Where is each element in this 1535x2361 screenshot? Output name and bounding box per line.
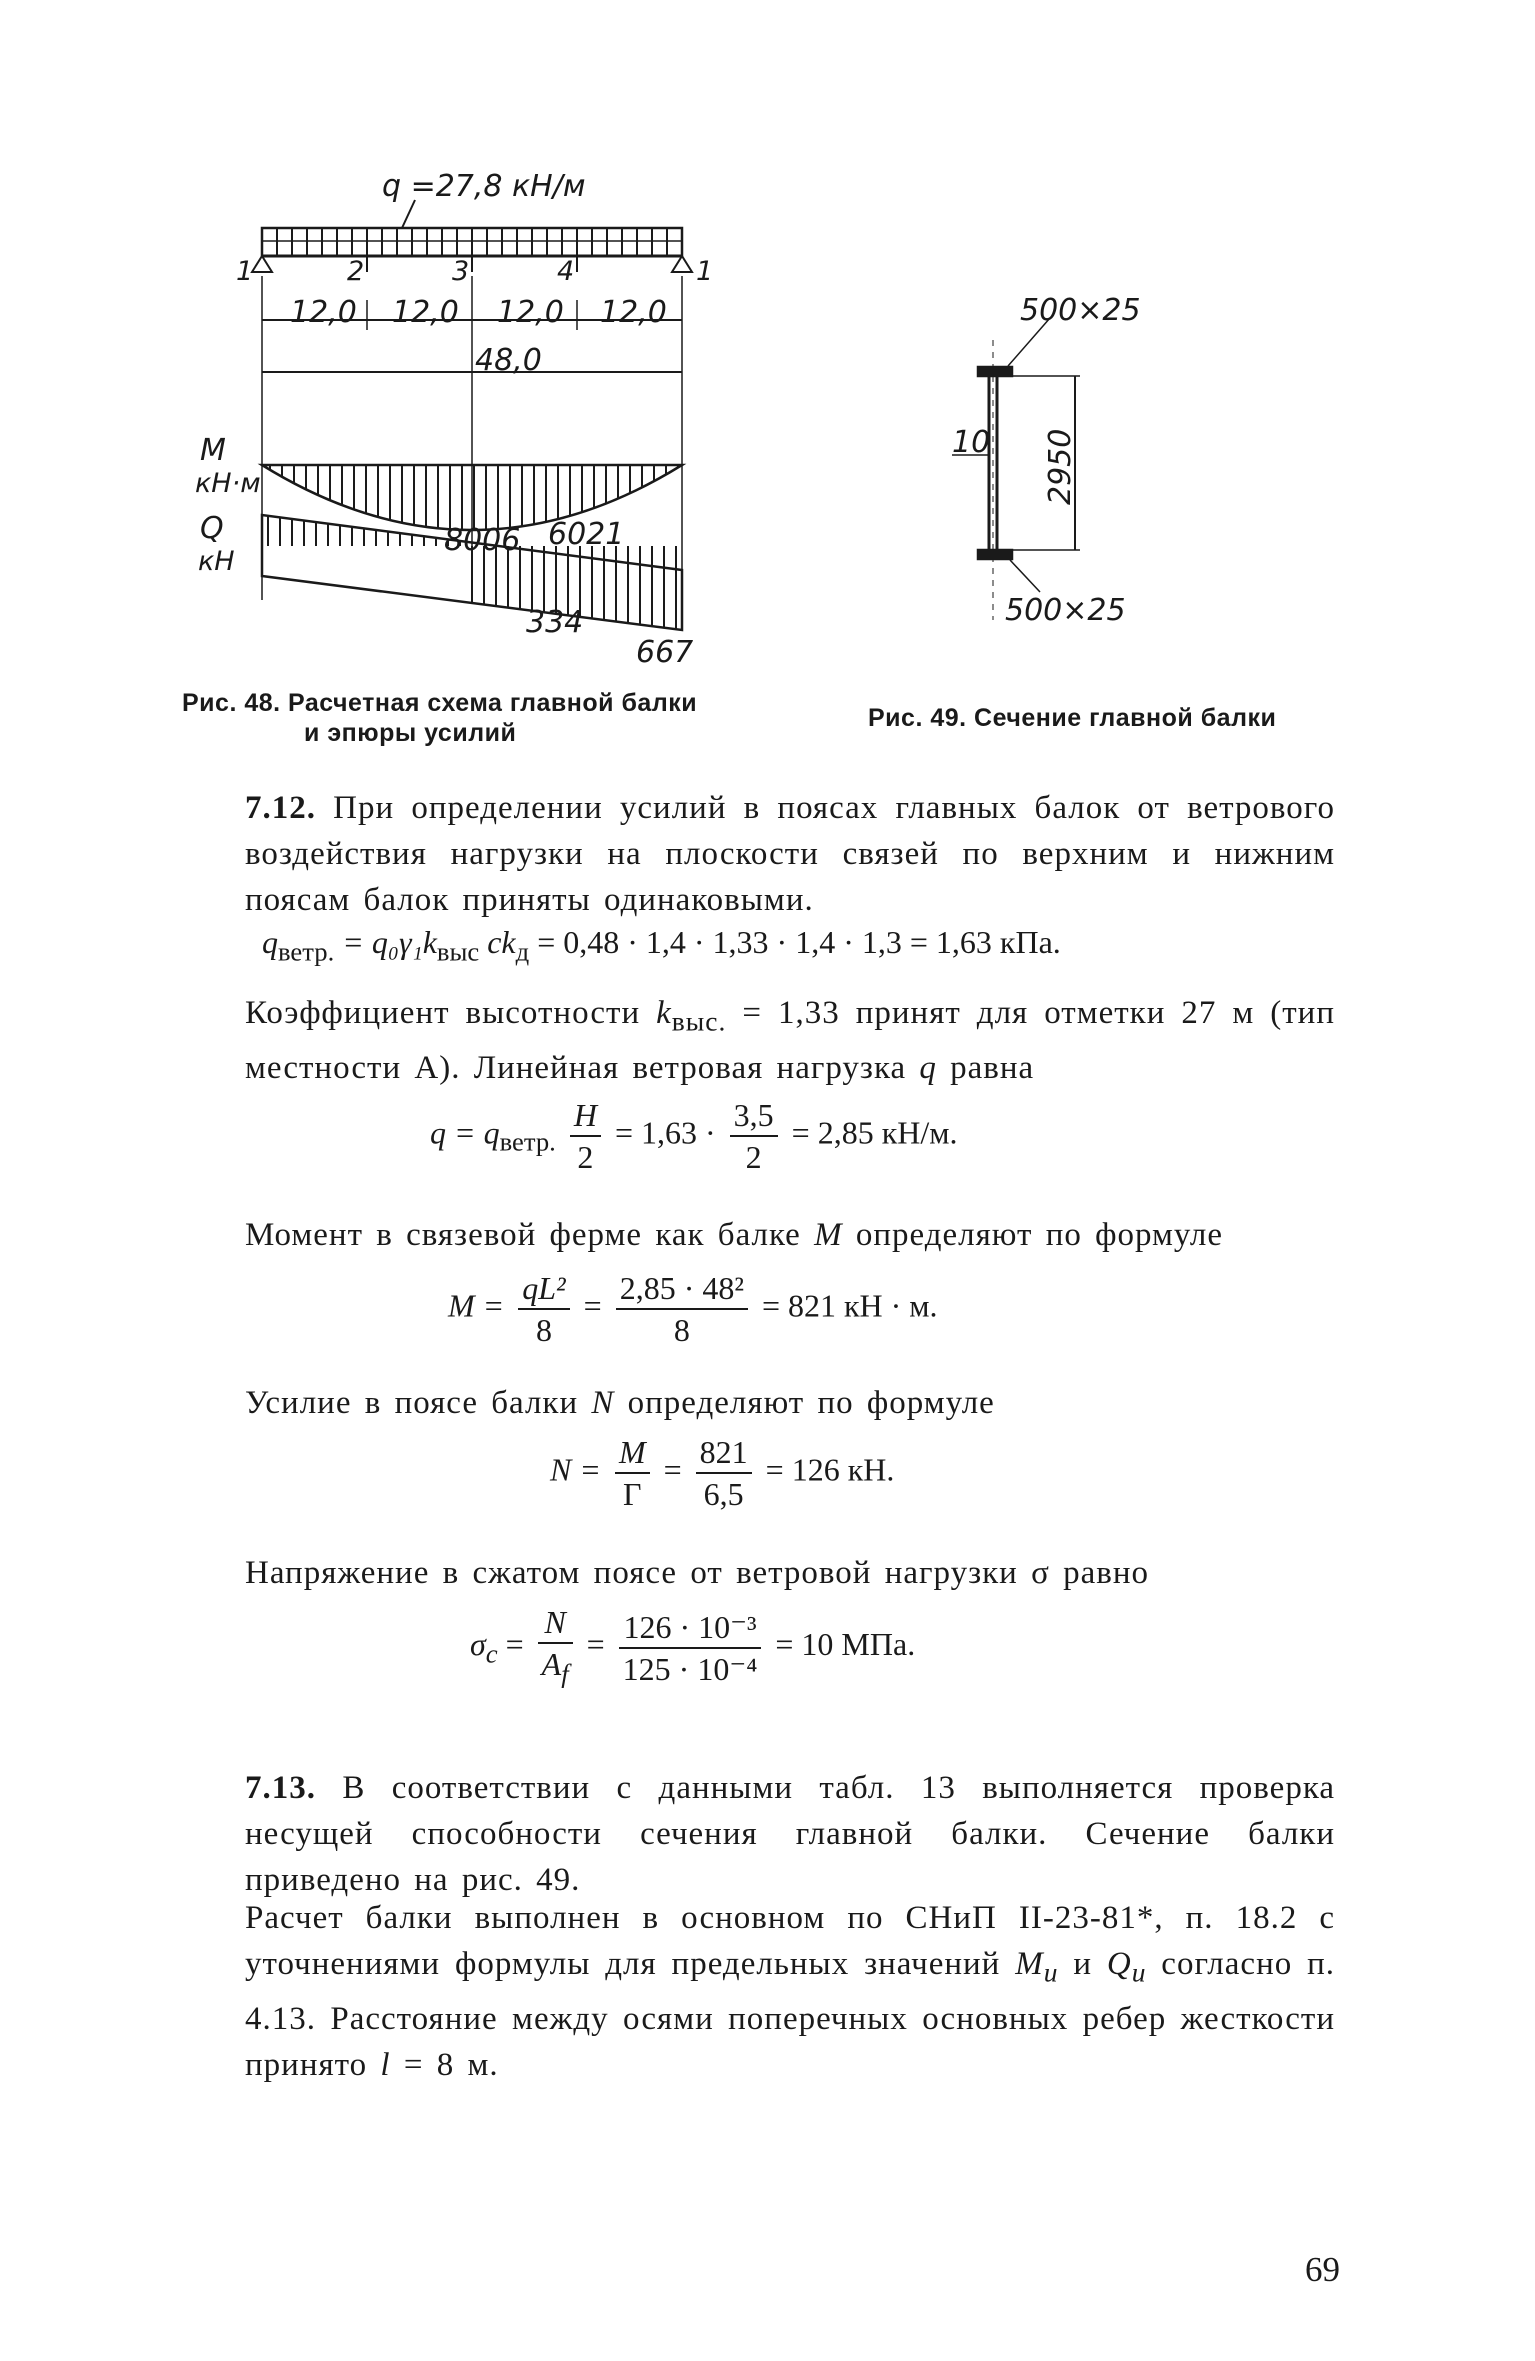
force-text: Усилие в поясе балки: [245, 1385, 592, 1421]
fraction-denominator: A: [541, 1646, 562, 1682]
paragraph-calculation: [245, 1895, 1335, 2088]
fraction-numerator: 821: [696, 1432, 752, 1474]
paragraph-7-13-text: В соответствии с данными табл. 13 выполняется проверка несущей способности сечения главной балки. Сечение балки приведено на рис. 49.: [245, 1770, 1336, 1898]
moment-text-end: определяют по формуле: [842, 1217, 1224, 1253]
moment-value-mid: 8006: [444, 523, 521, 558]
figures-area: [0, 0, 1535, 760]
formula-n-equals: =: [663, 1451, 682, 1488]
calc-qu-subscript: u: [1131, 1956, 1147, 1988]
calc-qu-symbol: Q: [1106, 1946, 1132, 1982]
flange-top-label: 500×25: [1020, 293, 1141, 328]
formula-q-lhs-subscript: ветр.: [499, 1126, 556, 1157]
fraction-numerator: N: [544, 1604, 566, 1640]
shear-axis-label: Q: [200, 511, 224, 546]
paragraph-7-13: [245, 1765, 1335, 1903]
formula-q-lhs: q = q: [430, 1114, 500, 1151]
fraction-numerator: 126 · 10⁻³: [619, 1607, 762, 1649]
calc-mu-subscript: u: [1043, 1956, 1059, 1988]
fraction-numerator: 2,85 · 48²: [616, 1268, 748, 1310]
force-text-end: определяют по формуле: [614, 1385, 995, 1421]
fraction-denominator: Г: [623, 1476, 642, 1512]
paragraph-stress: [245, 1550, 1335, 1596]
fraction-denominator: 8: [673, 1312, 690, 1348]
moment-value-quarter: 6021: [548, 517, 625, 552]
web-height-label: 2950: [1043, 428, 1078, 505]
stress-text: Напряжение в сжатом поясе от ветровой нагрузки σ равно: [245, 1555, 1150, 1591]
paragraph-coefficient: [245, 990, 1335, 1091]
formula-q0-term: = q₀γ₁k: [342, 924, 437, 960]
formula-force: [550, 1432, 894, 1514]
figure-49-caption: Рис. 49. Сечение главной балки: [868, 704, 1277, 732]
formula-n-lhs: N =: [550, 1451, 601, 1488]
page-number: 69: [1305, 2250, 1340, 2289]
fraction-n-over-af: [538, 1602, 573, 1693]
moment-text: Момент в связевой ферме как балке: [245, 1217, 815, 1253]
figure-48-caption-line2: и эпюры усилий: [304, 719, 517, 747]
node-label-1-right: 1: [696, 256, 714, 287]
formula-moment: [448, 1268, 938, 1350]
fraction-numerator: M: [618, 1434, 646, 1470]
fraction-denominator: 6,5: [703, 1476, 744, 1512]
node-label-4: 4: [557, 256, 575, 287]
shear-value-quarter: 334: [526, 605, 584, 640]
fraction-126-over-125: [619, 1607, 762, 1689]
coef-text-before: Коэффициент высотности: [245, 995, 657, 1031]
formula-linear-load: [430, 1095, 957, 1177]
fraction-numerator: 3,5: [730, 1095, 778, 1137]
shear-unit-label: кН: [198, 546, 235, 577]
calc-l-symbol: l: [380, 2046, 391, 2083]
web-thickness-label: 10: [952, 425, 991, 460]
span-label-2: 12,0: [392, 295, 459, 330]
calc-text-end: = 8 м.: [390, 2046, 499, 2083]
span-label-3: 12,0: [497, 295, 564, 330]
paragraph-number-7-12: 7.12.: [245, 790, 316, 826]
fraction-821-over-6-5: [696, 1432, 752, 1514]
calc-text-after: согласно п. 4.13. Расстояние между осями поперечных основных ребер жесткости принято: [245, 1946, 1336, 2083]
fraction-numerator: qL²: [522, 1270, 566, 1306]
coef-q-symbol: q: [919, 1049, 937, 1086]
moment-unit-label: кН·м: [195, 468, 261, 499]
formula-n-result: = 126 кН.: [765, 1451, 895, 1488]
formula-m-result: = 821 кН · м.: [761, 1287, 938, 1324]
fraction-3-5-over-2: [730, 1095, 778, 1177]
figure-48-caption-line1: Рис. 48. Расчетная схема главной балки: [182, 689, 698, 717]
fraction-denominator: 125 · 10⁻⁴: [622, 1650, 758, 1687]
formula-kd-subscript: д: [515, 936, 530, 967]
formula-stress: [470, 1602, 915, 1693]
moment-axis-label: M: [200, 433, 226, 468]
calc-and: и: [1058, 1946, 1107, 1982]
formula-q-subscript: ветр.: [278, 936, 335, 967]
fraction-denominator: 2: [745, 1139, 762, 1175]
formula-k-subscript: выс: [436, 936, 480, 967]
fraction-denominator: 8: [535, 1312, 552, 1348]
formula-sigma-equals-2: =: [586, 1626, 605, 1663]
formula-m-lhs: M =: [448, 1287, 505, 1324]
node-label-1-left: 1: [236, 256, 254, 287]
node-label-3: 3: [452, 256, 470, 287]
coef-text-after: = 1,33 принят для отметки 27 м (тип местности А). Линейная ветровая нагрузка: [245, 995, 1336, 1086]
total-span-label: 48,0: [475, 343, 542, 378]
formula-sigma-subscript: c: [485, 1638, 498, 1669]
fraction-denominator: 2: [577, 1139, 594, 1175]
load-label: q =27,8 кН/м: [382, 169, 586, 204]
formula-sigma-equals-1: =: [497, 1626, 524, 1663]
formula-m-equals: =: [583, 1287, 602, 1324]
fraction-numerator: H: [573, 1097, 597, 1133]
node-label-2: 2: [347, 256, 365, 287]
paragraph-moment: [245, 1212, 1335, 1258]
fraction-h-over-2: [570, 1095, 601, 1177]
flange-bottom-label: 500×25: [1005, 593, 1126, 628]
paragraph-force: [245, 1380, 1335, 1426]
shear-value-support: 667: [636, 635, 694, 670]
paragraph-number-7-13: 7.13.: [245, 1770, 316, 1806]
moment-m-symbol: M: [814, 1217, 843, 1253]
paragraph-7-12-text: При определении усилий в поясах главных балок от ветрового воздействия нагрузки на плоскости связей по верхним и нижним поясам балок приняты одинаковыми.: [245, 790, 1336, 918]
fraction-m-over-g: [615, 1432, 650, 1514]
calc-text-before: Расчет балки выполнен в основном по СНиП II-23-81*, п. 18.2 с уточнениями формулы для предельных значений: [245, 1900, 1335, 1982]
formula-sigma-result: = 10 МПа.: [775, 1626, 916, 1663]
coef-text-end: равна: [936, 1049, 1035, 1086]
calc-mu-symbol: M: [1015, 1946, 1044, 1982]
force-n-symbol: N: [591, 1385, 615, 1421]
formula-wind-pressure: [262, 922, 1061, 971]
formula-wind-value: = 0,48 · 1,4 · 1,33 · 1,4 · 1,3 = 1,63 кПа.: [529, 924, 1061, 960]
formula-q-symbol: q: [262, 924, 278, 960]
formula-sigma-symbol: σ: [470, 1626, 486, 1663]
coef-k-symbol: k: [656, 995, 672, 1031]
span-label-4: 12,0: [600, 295, 667, 330]
span-label-1: 12,0: [290, 295, 357, 330]
coef-k-subscript: выс.: [671, 1005, 727, 1037]
formula-q-mid: = 1,63 ·: [614, 1114, 716, 1151]
fraction-denominator-subscript: f: [561, 1658, 569, 1689]
fraction-2-85-48-over-8: [616, 1268, 748, 1350]
figure-48-caption: [182, 688, 697, 748]
formula-q-result: = 2,85 кН/м.: [791, 1114, 958, 1151]
fraction-ql2-over-8: [518, 1268, 569, 1350]
formula-ck-term: ck: [479, 924, 516, 960]
paragraph-7-12: [245, 785, 1335, 923]
